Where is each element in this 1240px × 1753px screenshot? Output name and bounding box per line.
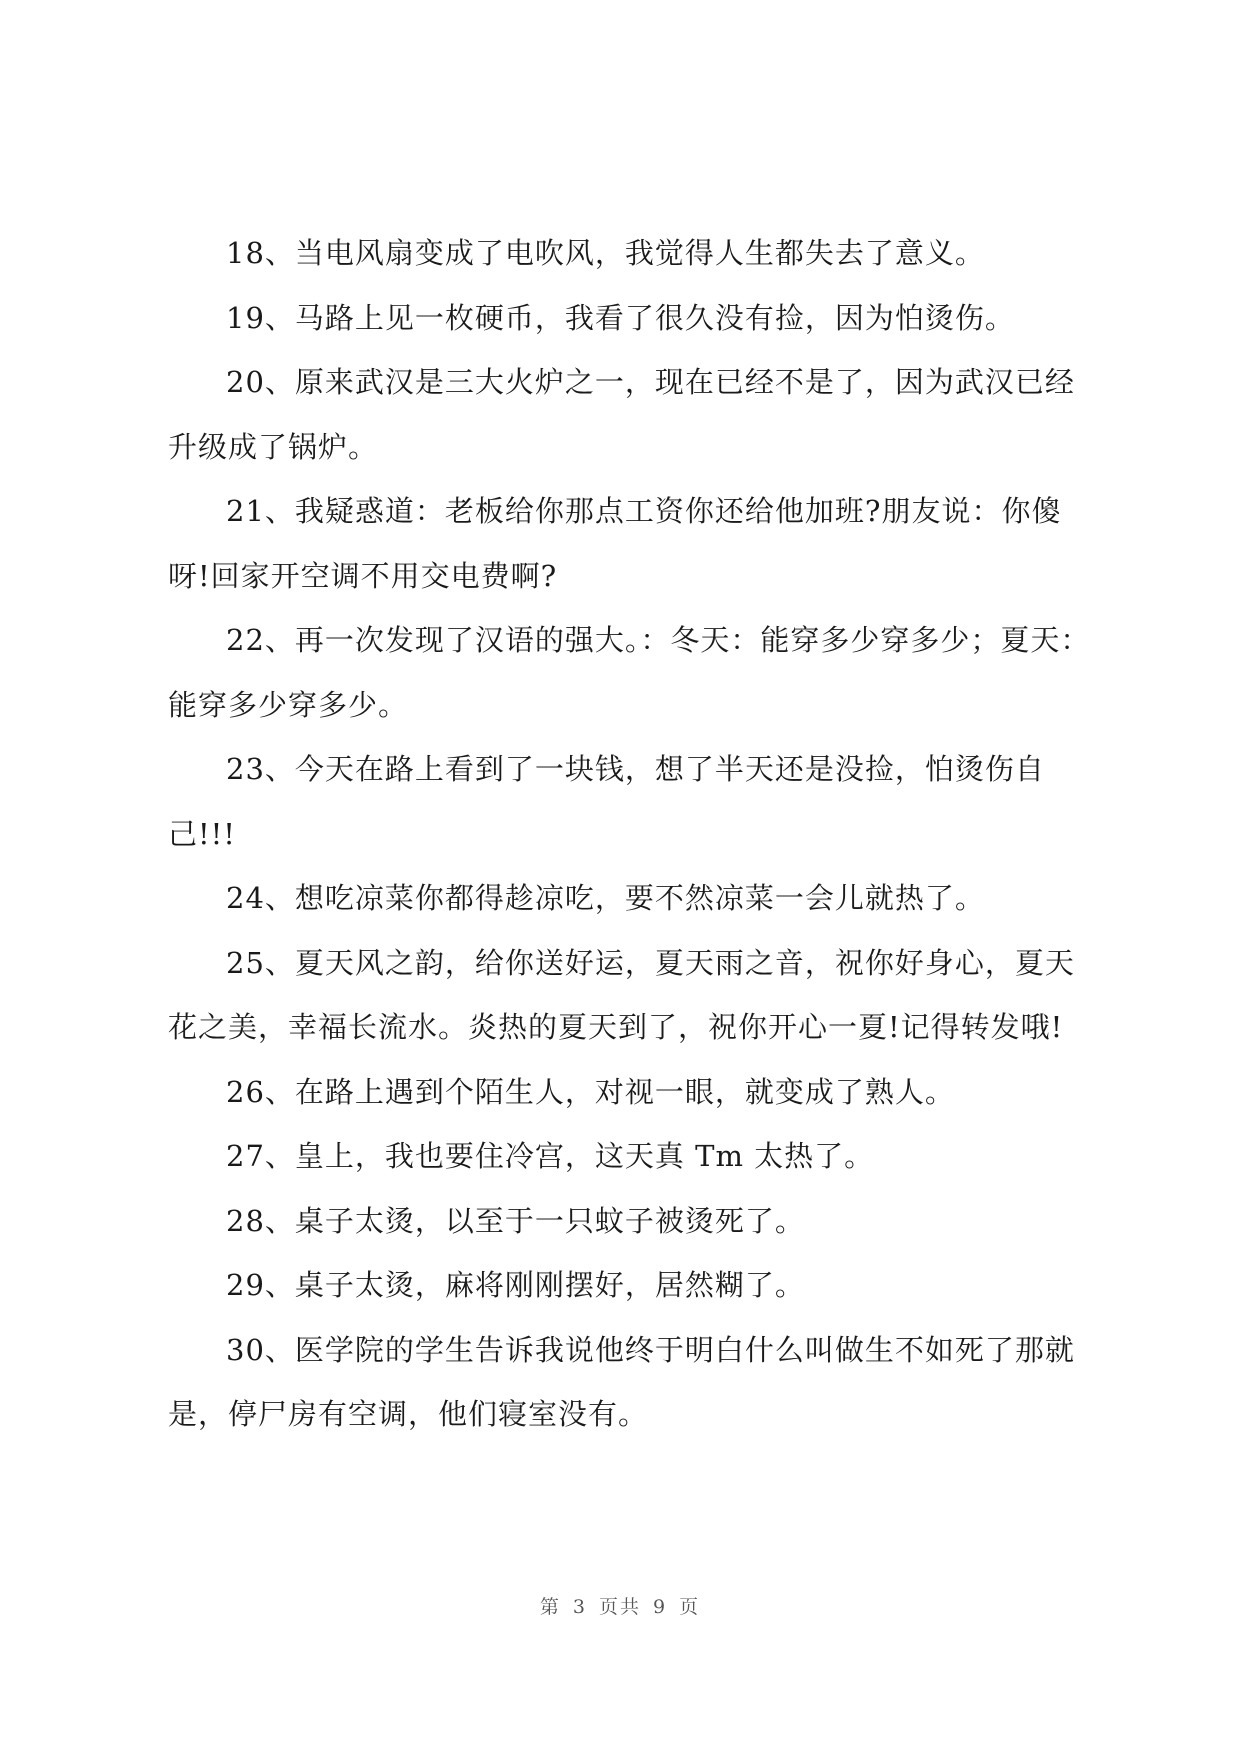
document-body <box>168 221 1098 1447</box>
footer-page-number: 3 <box>572 1596 587 1618</box>
paragraph-22: 22、再一次发现了汉语的强大。：冬天：能穿多少穿多少；夏天：能穿多少穿多少。 <box>168 623 1091 722</box>
paragraph-28: 28、桌子太烫，以至于一只蚊子被烫死了。 <box>226 1203 805 1238</box>
footer-middle: 页共 <box>598 1596 641 1618</box>
paragraph-26: 26、在路上遇到个陌生人，对视一眼，就变成了熟人。 <box>226 1074 955 1109</box>
paragraph-18: 18、当电风扇变成了电吹风，我觉得人生都失去了意义。 <box>226 236 985 270</box>
paragraph-27: 27、皇上，我也要住冷宫，这天真 Tm 太热了。 <box>226 1139 875 1173</box>
page-footer <box>0 1592 1240 1619</box>
footer-prefix: 第 <box>539 1596 561 1618</box>
paragraph-24: 24、想吃凉菜你都得趁凉吃，要不然凉菜一会儿就热了。 <box>226 881 985 915</box>
paragraph-20: 20、原来武汉是三大火炉之一，现在已经不是了，因为武汉已经升级成了锅炉。 <box>168 365 1075 464</box>
paragraph-21: 21、我疑惑道：老板给你那点工资你还给他加班?朋友说：你傻呀!回家开空调不用交电费啊? <box>168 494 1062 593</box>
paragraph-29: 29、桌子太烫，麻将刚刚摆好，居然糊了。 <box>226 1268 805 1302</box>
paragraph-23: 23、今天在路上看到了一块钱，想了半天还是没捡，怕烫伤自己!!! <box>168 752 1045 851</box>
paragraph-19: 19、马路上见一枚硬币，我看了很久没有捡，因为怕烫伤。 <box>226 300 1015 335</box>
footer-suffix: 页 <box>679 1596 701 1618</box>
paragraph-30: 30、医学院的学生告诉我说他终于明白什么叫做生不如死了那就是，停尸房有空调，他们寝室没有。 <box>168 1332 1075 1431</box>
paragraph-25: 25、夏天风之韵，给你送好运，夏天雨之音，祝你好身心，夏天花之美，幸福长流水。炎热的夏天到了，祝你开心一夏!记得转发哦! <box>168 945 1075 1044</box>
footer-total-pages: 9 <box>653 1596 668 1618</box>
